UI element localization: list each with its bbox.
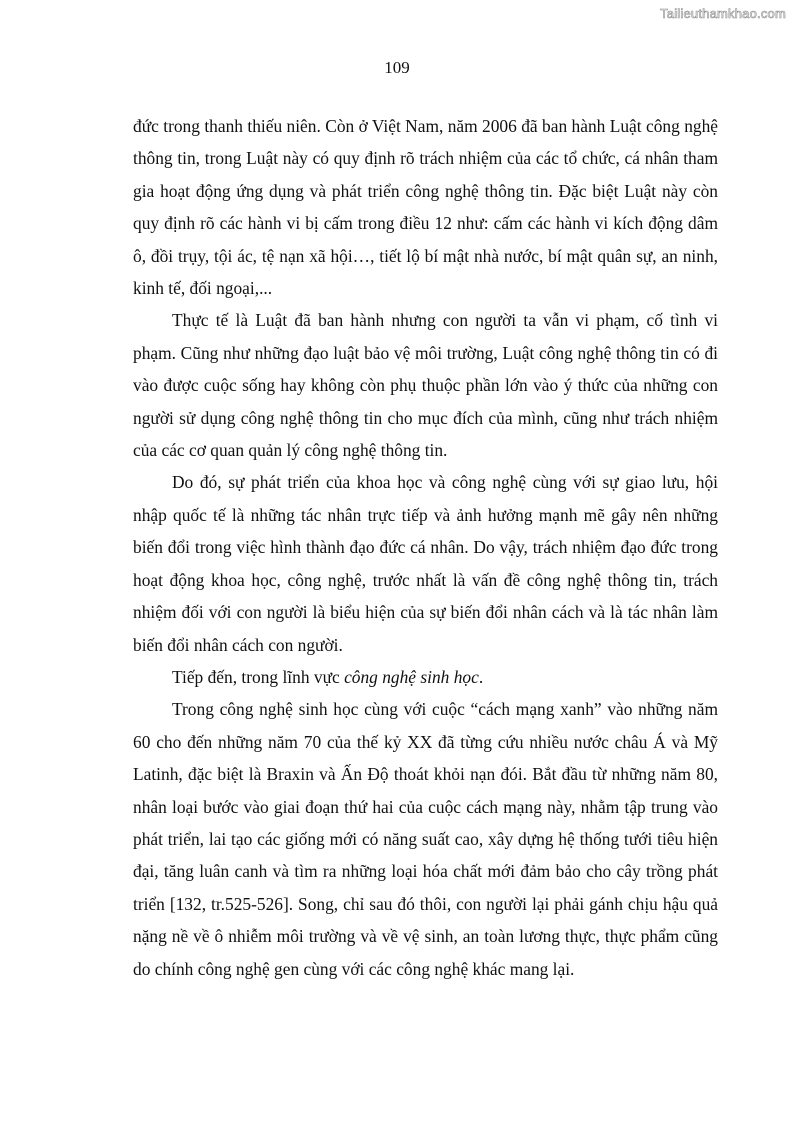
biotech-intro-lead: Tiếp đến, trong lĩnh vực <box>172 666 345 687</box>
page-number: 109 <box>384 58 410 77</box>
paragraph-law-violation: Thực tế là Luật đã ban hành nhưng con người ta vẫn vi phạm, cố tình vi phạm. Cũng như những đạo luật bảo vệ môi trường, Luật công nghệ thông tin có đi vào được cuộc sống hay không còn phụ thuộc phần lớn vào ý thức của những con người sử dụng công nghệ thông tin cho mục đích của mình, cũng như trách nhiệm của các cơ quan quản lý công nghệ thông tin. <box>133 310 718 461</box>
watermark-text: Tailieuthamkhao.com <box>660 6 786 21</box>
paragraph-green-revolution: Trong công nghệ sinh học cùng với cuộc “cách mạng xanh” vào những năm 60 cho đến những năm 70 của thế kỷ XX đã từng cứu nhiều nước châu Á và Mỹ Latinh, đặc biệt là Braxin và Ấn Độ thoát khỏi nạn đói. Bắt đầu từ những năm 80, nhân loại bước vào giai đoạn thứ hai của cuộc cách mạng này, nhằm tập trung vào phát triển, lai tạo các giống mới có năng suất cao, xây dựng hệ thống tưới tiêu hiện đại, tăng luân canh và tìm ra những loại hóa chất mới đảm bảo cho cây trồng phát triển [132, tr.525-526]. Song, chỉ sau đó thôi, con người lại phải gánh chịu hậu quả nặng nề về ô nhiễm môi trường và về vệ sinh, an toàn lương thực, thực phẩm cũng do chính công nghệ gen cùng với các công nghệ khác mang lại. <box>133 699 718 979</box>
biotech-intro-tail: . <box>478 666 484 687</box>
paragraph-continuation: đức trong thanh thiếu niên. Còn ở Việt Nam, năm 2006 đã ban hành Luật công nghệ thông tin, trong Luật này có quy định rõ trách nhiệm của các tổ chức, cá nhân tham gia hoạt động ứng dụng và phát triển công nghệ thông tin. Đặc biệt Luật này còn quy định rõ các hành vi bị cấm trong điều 12 như: cấm các hành vi kích động dâm ô, đồi trụy, tội ác, tệ nạn xã hội…, tiết lộ bí mật nhà nước, bí mật quân sự, an ninh, kinh tế, đối ngoại,... <box>133 116 718 299</box>
biotech-intro-italic: công nghệ sinh học <box>344 666 479 687</box>
paragraph-biotech-intro <box>133 661 718 693</box>
document-body <box>133 110 718 985</box>
paragraph-science-technology: Do đó, sự phát triển của khoa học và công nghệ cùng với sự giao lưu, hội nhập quốc tế là những tác nhân trực tiếp và ảnh hưởng mạnh mẽ gây nên những biến đổi trong việc hình thành đạo đức cá nhân. Do vậy, trách nhiệm đạo đức trong hoạt động khoa học, công nghệ, trước nhất là vấn đề công nghệ thông tin, trách nhiệm đối với con người là biểu hiện của sự biến đổi nhân cách và là tác nhân làm biến đổi nhân cách con người. <box>133 472 718 655</box>
